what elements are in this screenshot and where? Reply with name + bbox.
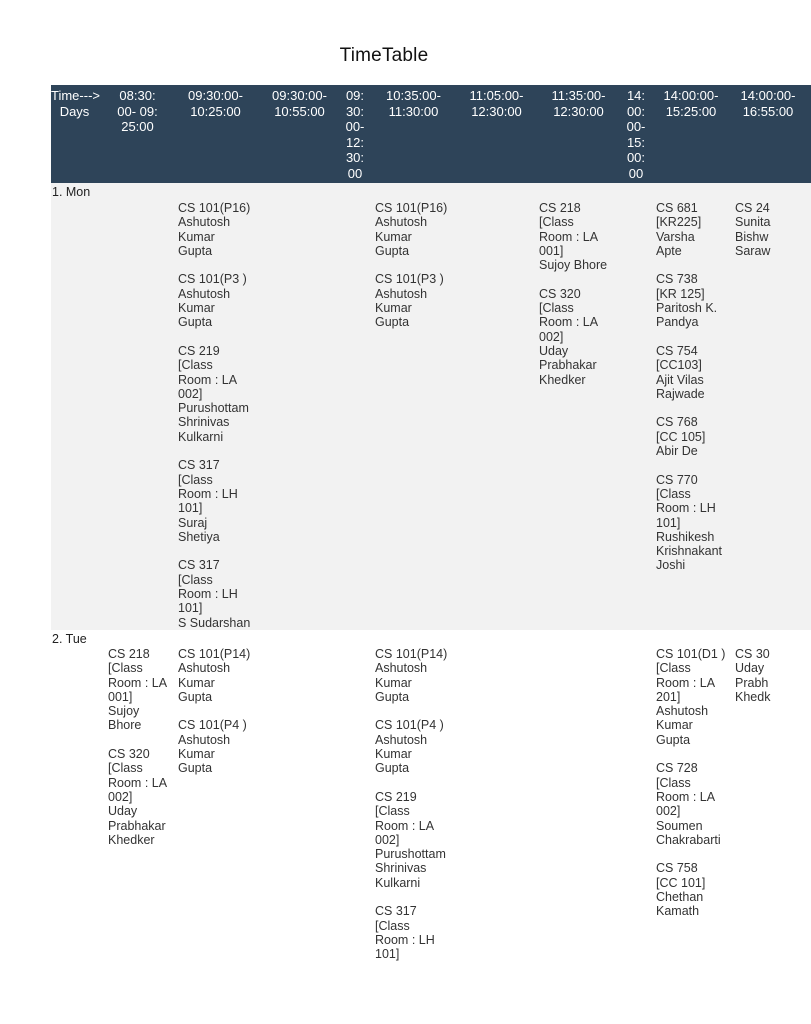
header-cell-time: 11:35:00- 12:30:00	[551, 88, 606, 119]
timetable-cell: CS 30 Uday Prabh Khedk	[735, 647, 771, 704]
timetable	[51, 85, 796, 1024]
timetable-cell: CS 681 [KR225] Varsha Apte CS 738 [KR 125] Paritosh K. Pandya CS 754 [CC103] Ajit Vilas Rajwade CS 768 [CC 105] Abir De CS 770 [Class Room : LH 101] Rushikesh Krishnakant Joshi	[656, 201, 723, 573]
timetable-header	[51, 85, 811, 183]
timetable-cell: CS 218 [Class Room : LA 001] Sujoy Bhore CS 320 [Class Room : LA 002] Uday Prabhakar Khedker	[108, 647, 168, 847]
header-cell-time: 09:30:00- 10:55:00	[272, 88, 327, 119]
day-label: 2. Tue	[52, 632, 87, 646]
header-cell-time: 09: 30: 00- 12: 30: 00	[345, 88, 365, 181]
header-cell-time: 11:05:00- 12:30:00	[469, 88, 524, 119]
timetable-cell: CS 101(P16) Ashutosh Kumar Gupta CS 101(P3 ) Ashutosh Kumar Gupta	[375, 201, 448, 330]
timetable-cell: CS 101(P14) Ashutosh Kumar Gupta CS 101(P4 ) Ashutosh Kumar Gupta CS 219 [Class Room : LA 002] Purushottam Shrinivas Kulkarni CS 317 [Class Room : LH 101]	[375, 647, 448, 962]
day-label: 1. Mon	[52, 185, 91, 199]
page-title: TimeTable	[339, 45, 429, 66]
header-cell-time: 10:35:00- 11:30:00	[386, 88, 441, 119]
timetable-cell: CS 24 Sunita Bishw Saraw	[735, 201, 771, 258]
header-cell-time: 14: 00: 00- 15: 00: 00	[626, 88, 646, 181]
header-cell-time: 09:30:00- 10:25:00	[188, 88, 243, 119]
header-cell-days: Time---> Days	[51, 88, 100, 119]
timetable-cell: CS 218 [Class Room : LA 001] Sujoy Bhore CS 320 [Class Room : LA 002] Uday Prabhakar Khedker	[539, 201, 608, 387]
timetable-cell: CS 101(P16) Ashutosh Kumar Gupta CS 101(P3 ) Ashutosh Kumar Gupta CS 219 [Class Room : LA 002] Purushottam Shrinivas Kulkarni CS 317 [Class Room : LH 101] Suraj Shetiya CS 317 [Class Room : LH 101] S Sudarshan	[178, 201, 251, 630]
header-cell-time: 14:00:00- 16:55:00	[740, 88, 796, 119]
header-cell-time: 14:00:00- 15:25:00	[663, 88, 719, 119]
timetable-cell: CS 101(P14) Ashutosh Kumar Gupta CS 101(P4 ) Ashutosh Kumar Gupta	[178, 647, 251, 776]
header-cell-time: 08:30: 00- 09: 25:00	[117, 88, 158, 134]
timetable-cell: CS 101(D1 ) [Class Room : LA 201] Ashutosh Kumar Gupta CS 728 [Class Room : LA 002] Soumen Chakrabarti CS 758 [CC 101] Chethan Kamath	[656, 647, 726, 919]
